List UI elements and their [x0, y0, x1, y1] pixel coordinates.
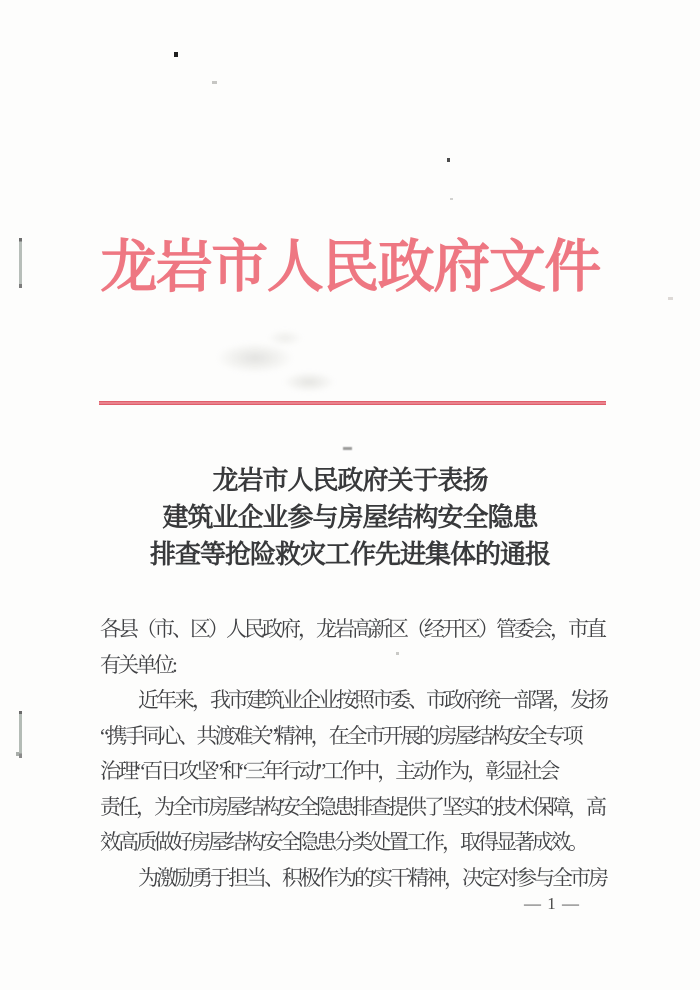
- page-number: — 1 —: [524, 894, 580, 913]
- body-line-4: “携手同心、共渡难关”精神，在全市开展的房屋结构安全专项: [100, 723, 581, 748]
- body-line-8: 为激励勇于担当、积极作为的实干精神，决定对参与全市房: [138, 865, 606, 890]
- document-title-line-1: 龙岩市人民政府关于表扬: [212, 466, 488, 495]
- document-body: [100, 612, 660, 896]
- body-line-3: 近年来，我市建筑业企业按照市委、市政府统一部署，发扬: [138, 688, 606, 712]
- scan-speck-top: [174, 52, 178, 57]
- body-line-2: 有关单位:: [100, 652, 175, 677]
- body-line-5: 治理“百日攻坚”和“三年行动”工作中，主动作为，彰显社会: [100, 759, 558, 783]
- body-line-6: 责任，为全市房屋结构安全隐患排查提供了坚实的技术保障，高: [100, 794, 604, 819]
- body-line-1: 各县（市、区）人民政府，龙岩高新区（经开区）管委会，市直: [100, 617, 604, 641]
- scan-dash-above-title: [343, 447, 352, 450]
- letterhead-title: 龙岩市人民政府文件: [100, 236, 600, 299]
- document-title-line-3: 排查等抢险救灾工作先进集体的通报: [149, 540, 550, 569]
- scan-mark-left-lower: [19, 711, 22, 758]
- scan-speck-upper-right-faint: [450, 198, 453, 200]
- scan-speck-upper-right: [447, 158, 450, 162]
- body-line-7: 效高质做好房屋结构安全隐患分类处置工作，取得显著成效。: [100, 830, 586, 854]
- document-title-line-2: 建筑业企业参与房屋结构安全隐患: [162, 503, 538, 532]
- scan-smudge-bleedthrough: [185, 322, 385, 402]
- scan-speck-top-faint: [212, 81, 217, 84]
- letterhead-rule: [99, 401, 606, 405]
- document-title: [0, 462, 700, 573]
